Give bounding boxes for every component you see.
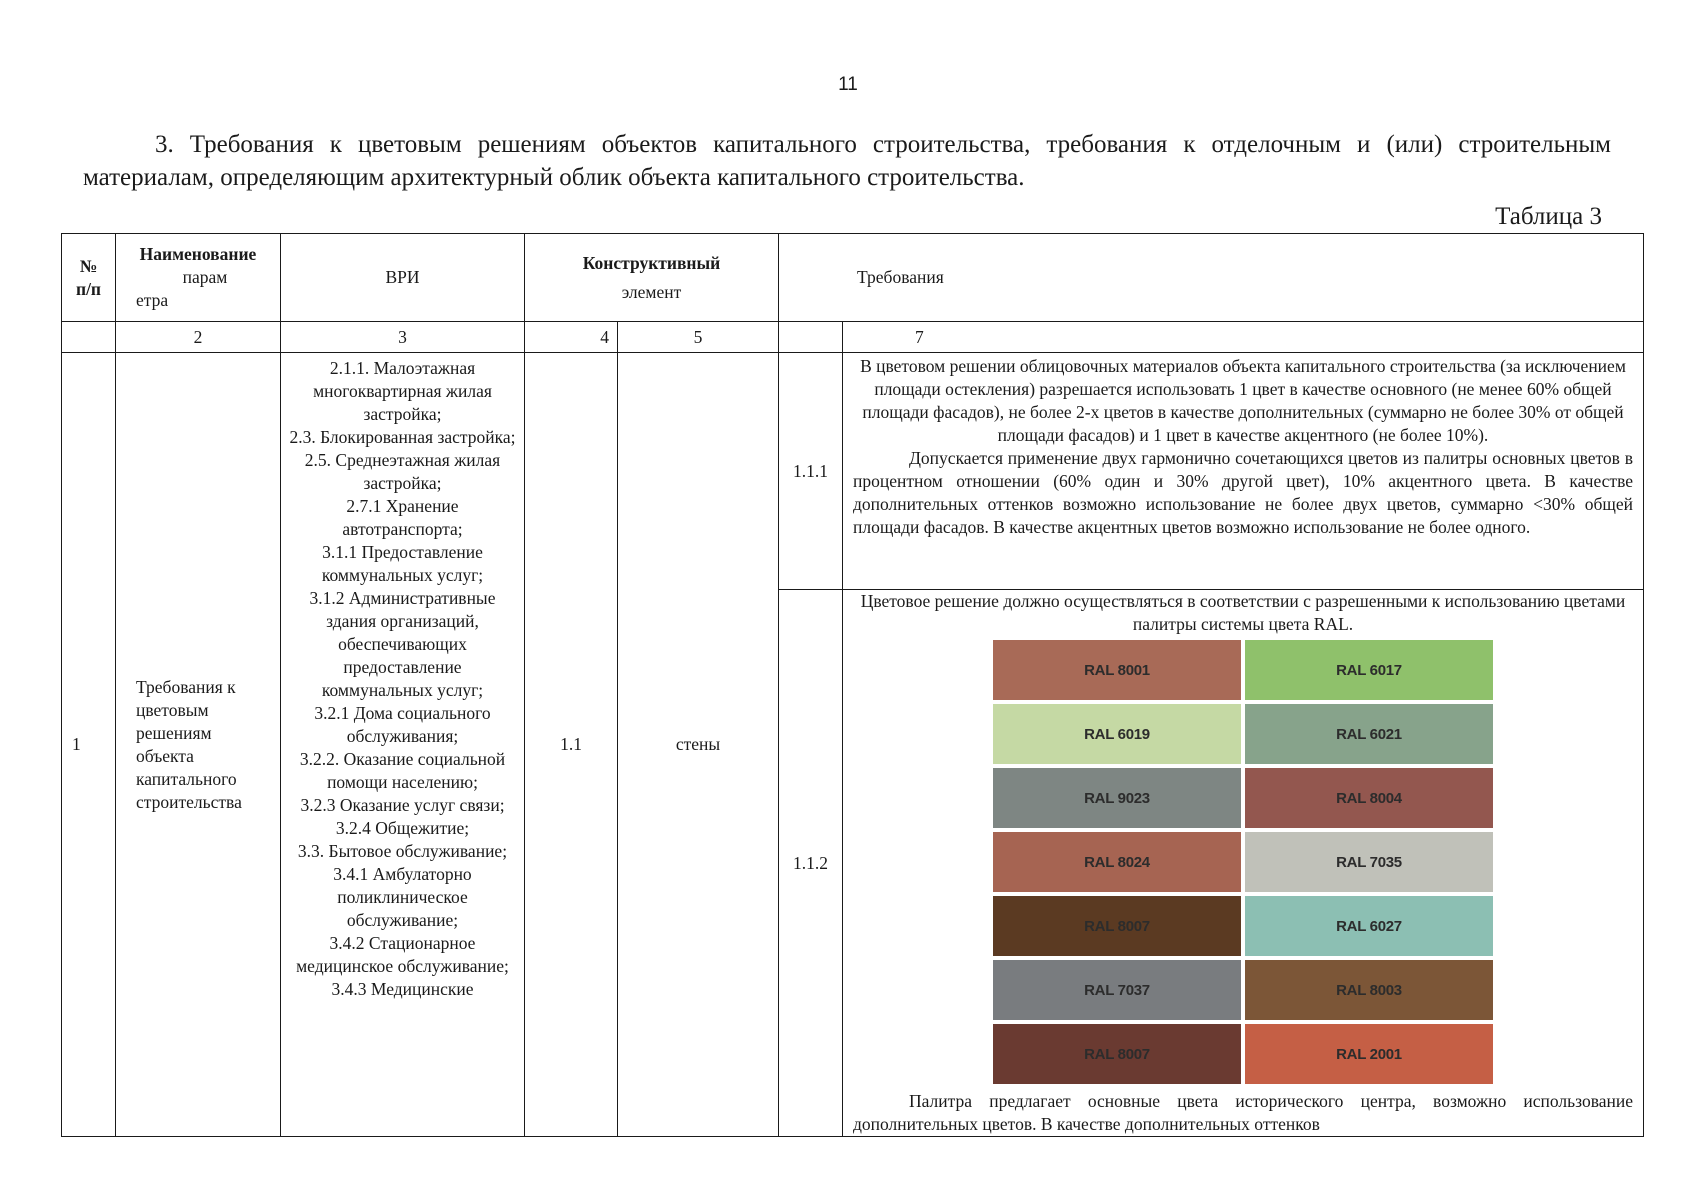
index-cell-4: 4: [525, 322, 618, 353]
header-requirements-cell: Требования: [779, 234, 1644, 322]
ral-palette: [993, 640, 1493, 1084]
vri-item: 2.7.1 Хранение автотранспорта;: [342, 496, 463, 539]
vri-item: 2.5. Среднеэтажная жилая застройка;: [304, 450, 501, 493]
vri-item: 3.1.1 Предоставление коммунальных услуг;: [321, 542, 484, 585]
ral-swatch: RAL 8004: [1245, 768, 1493, 828]
ral-swatch: RAL 8007: [993, 896, 1241, 956]
header-number-sign: №: [79, 255, 98, 276]
requirement-paragraph-2: Допускается применение двух гармонично сочетающихся цветов из палитры основных цветов в процентном отношении (60% один и 30% другой цвет), 10% акцентного цвета. В качестве дополнительных оттенков возможно использование не более двух цветов, суммарно <30% общей площади фасадов. В качестве акцентных цветов возможно использование не более одного.: [853, 448, 1633, 537]
ral-swatch: RAL 8024: [993, 832, 1241, 892]
ral-swatch: RAL 2001: [1245, 1024, 1493, 1084]
index-row: [62, 322, 1644, 353]
index-cell-7: 7: [843, 322, 1644, 353]
header-vri-cell: ВРИ: [281, 234, 525, 322]
vri-item: 3.1.2 Административные здания организаций, обеспечивающих предоставление коммунальных услуг;: [309, 588, 496, 700]
vri-item: 3.2.1 Дома социального обслуживания;: [314, 703, 491, 746]
ral-swatch: RAL 8003: [1245, 960, 1493, 1020]
palette-outro: Палитра предлагает основные цвета исторического центра, возможно использование дополнительных цветов. В качестве дополнительных оттенков: [853, 1091, 1633, 1134]
index-cell-6-empty: [779, 322, 843, 353]
sub-text-1-1-1: [843, 353, 1644, 590]
ral-swatch: RAL 6017: [1245, 640, 1493, 700]
vri-item: 3.4.3 Медицинские: [331, 979, 474, 999]
palette-intro: Цветовое решение должно осуществляться в соответствии с разрешенными к использованию цветами палитры системы цвета RAL.: [860, 591, 1626, 634]
ral-swatch: RAL 7037: [993, 960, 1241, 1020]
header-element-line-2: элемент: [621, 281, 682, 302]
vri-item: 3.2.3 Оказание услуг связи;: [300, 795, 505, 815]
header-number-cell: [62, 234, 116, 322]
page-number: 11: [838, 74, 858, 95]
vri-item: 2.3. Блокированная застройка;: [289, 427, 516, 447]
index-cell-empty: [62, 322, 116, 353]
sub-code-1-1-2: 1.1.2: [779, 590, 843, 1137]
index-cell-5: 5: [618, 322, 779, 353]
header-name-line-2: парам: [182, 267, 228, 287]
ral-swatch: RAL 6019: [993, 704, 1241, 764]
header-name-line-1: Наименование: [139, 244, 257, 264]
ral-swatch: RAL 7035: [1245, 832, 1493, 892]
header-element-line-1: Конструктивный: [582, 252, 721, 273]
vri-item: 2.1.1. Малоэтажная многоквартирная жилая застройка;: [313, 358, 492, 424]
ral-swatch: RAL 6027: [1245, 896, 1493, 956]
index-cell-2: 2: [116, 322, 281, 353]
header-element-cell: [525, 234, 779, 322]
vri-item: 3.2.4 Общежитие;: [335, 818, 470, 838]
header-row: [62, 234, 1644, 322]
header-name-line-3: етра: [136, 290, 169, 310]
header-name-cell: [116, 234, 281, 322]
requirements-table: [61, 233, 1644, 1137]
sub-text-1-1-2: [843, 590, 1644, 1137]
vri-item: 3.3. Бытовое обслуживание;: [297, 841, 508, 861]
row-parameter-name: Требования к цветовым решениям объекта капитального строительства: [116, 353, 281, 1137]
row-vri-list: [281, 353, 525, 1137]
vri-list: [289, 357, 516, 1001]
header-number-abbr: п/п: [75, 278, 102, 299]
section-heading: 3. Требования к цветовым решениям объектов капитального строительства, требования к отделочным и (или) строительным материалам, определяющим архитектурный облик объекта капитального строительства.: [83, 131, 1611, 191]
table-row: [62, 353, 1644, 590]
row-element-code: 1.1: [525, 353, 618, 1137]
vri-item: 3.4.1 Амбулаторно поликлиническое обслуживание;: [333, 864, 472, 930]
row-element-name: стены: [618, 353, 779, 1137]
table-caption: Таблица 3: [1495, 203, 1602, 230]
requirement-paragraph-1: В цветовом решении облицовочных материалов объекта капитального строительства (за исключением площади остекления) разрешается использовать 1 цвет в качестве основного (не менее 60% общей площади фасадов), не более 2-х цветов в качестве дополнительных (суммарно не более 30% от общей площади фасадов) и 1 цвет в качестве акцентного (не более 10%).: [860, 356, 1626, 445]
row-number: 1: [62, 353, 116, 1137]
ral-swatch: RAL 6021: [1245, 704, 1493, 764]
sub-code-1-1-1: 1.1.1: [779, 353, 843, 590]
ral-swatch: RAL 8001: [993, 640, 1241, 700]
ral-swatch: RAL 9023: [993, 768, 1241, 828]
vri-item: 3.4.2 Стационарное медицинское обслуживание;: [296, 933, 509, 976]
ral-swatch: RAL 8007: [993, 1024, 1241, 1084]
vri-item: 3.2.2. Оказание социальной помощи населению;: [299, 749, 506, 792]
index-cell-3: 3: [281, 322, 525, 353]
